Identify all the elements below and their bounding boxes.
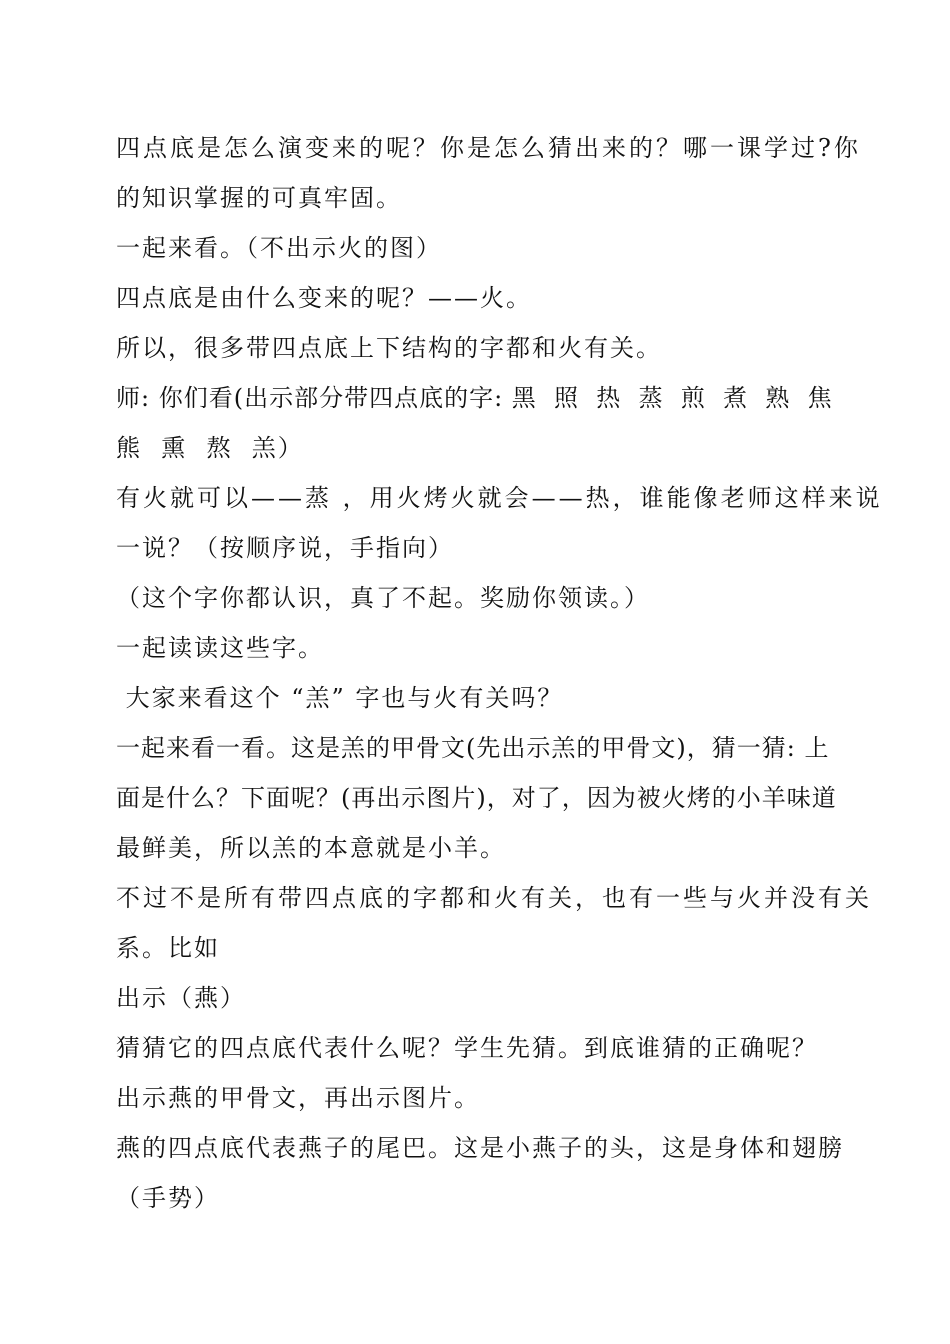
paragraph-line-12: 大家来看这个 “羔” 字也与火有关吗？ <box>116 684 564 712</box>
paragraph-line-20: 出示燕的甲骨文，再出示图片。 <box>116 1084 480 1112</box>
paragraph-line-11: 一起读读这些字。 <box>116 634 324 662</box>
paragraph-line-10: （这个字你都认识，真了不起。奖励你领读。） <box>116 584 650 612</box>
paragraph-line-15: 最鲜美，所以羔的本意就是小羊。 <box>116 834 506 862</box>
paragraph-line-14: 面是什么？下面呢？(再出示图片)，对了，因为被火烤的小羊味道 <box>116 784 837 812</box>
paragraph-line-7: 熊 熏 熬 羔） <box>116 434 304 462</box>
paragraph-line-1: 四点底是怎么演变来的呢？你是怎么猜出来的？哪一课学过?你 <box>116 134 861 162</box>
paragraph-line-5: 所以，很多带四点底上下结构的字都和火有关。 <box>116 334 662 362</box>
paragraph-line-18: 出示（燕） <box>116 984 246 1012</box>
paragraph-line-8: 有火就可以——蒸 ，用火烤火就会——热，谁能像老师这样来说 <box>116 484 883 512</box>
paragraph-line-16: 不过不是所有带四点底的字都和火有关，也有一些与火并没有关 <box>116 884 872 912</box>
paragraph-line-22: （手势） <box>116 1184 220 1212</box>
paragraph-line-3: 一起来看。（不出示火的图） <box>116 234 442 262</box>
paragraph-line-9: 一说？（按顺序说，手指向） <box>116 534 454 562</box>
paragraph-line-21: 燕的四点底代表燕子的尾巴。这是小燕子的头，这是身体和翅膀 <box>116 1134 844 1162</box>
paragraph-line-6: 师: 你们看(出示部分带四点底的字: 黑 照 热 蒸 煎 煮 熟 焦 <box>116 384 833 412</box>
paragraph-line-2: 的知识掌握的可真牢固。 <box>116 184 402 212</box>
paragraph-line-19: 猜猜它的四点底代表什么呢？学生先猜。到底谁猜的正确呢？ <box>116 1034 818 1062</box>
paragraph-line-4: 四点底是由什么变来的呢？——火。 <box>116 284 532 312</box>
paragraph-line-17: 系。比如 <box>116 934 220 962</box>
paragraph-line-13: 一起来看一看。这是羔的甲骨文(先出示羔的甲骨文)，猜一猜: 上 <box>116 734 830 762</box>
